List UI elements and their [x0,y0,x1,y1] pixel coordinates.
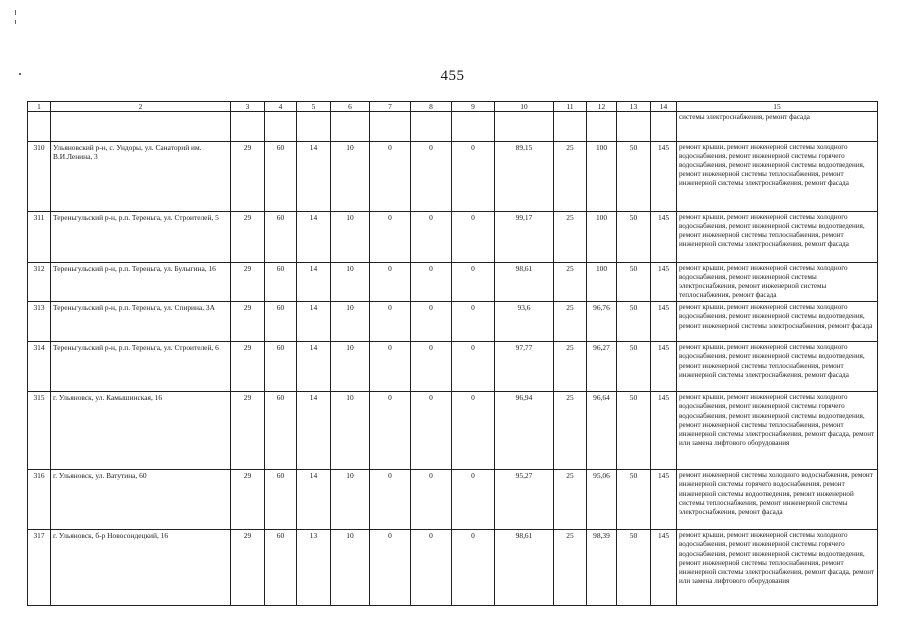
value-cell-c8: 0 [411,263,452,302]
value-cell-c3: 29 [231,263,265,302]
value-cell-c4: 60 [265,263,297,302]
value-cell-c3: 29 [231,212,265,263]
page-number: 455 [440,68,465,84]
value-cell-c5: 14 [297,470,331,530]
row-number-cell: 317 [28,530,51,606]
value-cell-c8: 0 [411,470,452,530]
repair-table [27,101,878,606]
value-cell-c10: 95,27 [495,470,554,530]
value-cell-c4: 60 [265,342,297,392]
works-cell: ремонт крыши, ремонт инженерной системы холодного водоснабжения, ремонт инженерной системы горячего водоснабжения, ремонт инженерной системы водоотведения, ремонт инженерной системы теплоснабжения, ремонт инженерной системы электроснабжения, ремонт фасада [677,142,878,212]
value-cell-c9: 0 [452,212,495,263]
value-cell-c14: 145 [651,302,677,342]
address-cell: Тереньгульский р-н, р.п. Тереньга, ул. Булыгина, 16 [51,263,231,302]
value-cell-c11: 25 [554,263,587,302]
value-cell-c8: 0 [411,302,452,342]
value-cell-c11: 25 [554,142,587,212]
header-cell: 3 [231,102,265,112]
value-cell-c5: 14 [297,342,331,392]
value-cell-c6: 10 [331,342,370,392]
value-cell-c11: 25 [554,302,587,342]
value-cell-c9: 0 [452,530,495,606]
value-cell-c6: 10 [331,142,370,212]
table-row [28,530,878,606]
value-cell-c6: 10 [331,212,370,263]
value-cell-c4: 60 [265,470,297,530]
value-cell-c5: 14 [297,212,331,263]
works-cell: ремонт крыши, ремонт инженерной системы холодного водоснабжения, ремонт инженерной системы водоотведения, ремонт инженерной системы электроснабжения, ремонт фасада [677,302,878,342]
header-cell: 9 [452,102,495,112]
value-cell-c4: 60 [265,302,297,342]
value-cell-c11: 25 [554,342,587,392]
value-cell-c14: 145 [651,530,677,606]
value-cell-c11: 25 [554,392,587,470]
value-cell-c12: 95,06 [587,470,617,530]
value-cell-c4: 60 [265,392,297,470]
header-cell: 4 [265,102,297,112]
scan-mark [15,20,16,24]
value-cell-c11: 25 [554,470,587,530]
value-cell-c8: 0 [411,530,452,606]
value-cell-c7: 0 [370,142,411,212]
header-cell: 2 [51,102,231,112]
table-row [28,470,878,530]
value-cell-c10: 99,17 [495,212,554,263]
value-cell-c7: 0 [370,302,411,342]
value-cell-c13: 50 [617,392,651,470]
continuation-row [28,112,878,142]
value-cell-c13: 50 [617,530,651,606]
row-number-cell: 312 [28,263,51,302]
works-cell: ремонт крыши, ремонт инженерной системы холодного водоснабжения, ремонт инженерной системы водоотведения, ремонт инженерной системы теплоснабжения, ремонт инженерной системы электроснабжения, ремонт фасада [677,342,878,392]
value-cell-c12: 96,64 [587,392,617,470]
value-cell-c7: 0 [370,530,411,606]
value-cell-c8: 0 [411,342,452,392]
row-number-cell: 311 [28,212,51,263]
works-cell: ремонт крыши, ремонт инженерной системы холодного водоснабжения, ремонт инженерной системы горячего водоснабжения, ремонт инженерной системы водоотведения, ремонт инженерной системы теплоснабжения, ремонт инженерной системы электроснабжения, ремонт фасада, ремонт или замена лифтового оборудования [677,530,878,606]
value-cell-c14: 145 [651,470,677,530]
header-row [28,102,878,112]
header-cell: 8 [411,102,452,112]
address-cell: г. Ульяновск, ул. Камышинская, 16 [51,392,231,470]
value-cell-c6: 10 [331,470,370,530]
header-cell: 7 [370,102,411,112]
value-cell-c13: 50 [617,142,651,212]
value-cell-c10: 89,15 [495,142,554,212]
table-row [28,142,878,212]
value-cell-c13: 50 [617,212,651,263]
value-cell-c7: 0 [370,342,411,392]
value-cell-c4: 60 [265,212,297,263]
header-cell: 1 [28,102,51,112]
value-cell-c7: 0 [370,470,411,530]
value-cell-c9: 0 [452,392,495,470]
value-cell-c9: 0 [452,470,495,530]
value-cell-c14: 145 [651,142,677,212]
works-cell: ремонт крыши, ремонт инженерной системы холодного водоснабжения, ремонт инженерной системы горячего водоснабжения, ремонт инженерной системы водоотведения, ремонт инженерной системы теплоснабжения, ремонт инженерной системы электроснабжения, ремонт фасада, ремонт или замена лифтового оборудования [677,392,878,470]
value-cell-c8: 0 [411,142,452,212]
header-cell: 6 [331,102,370,112]
address-cell: Тереньгульский р-н, р.п. Тереньга, ул. Строителей, 5 [51,212,231,263]
value-cell-c11: 25 [554,212,587,263]
value-cell-c12: 100 [587,142,617,212]
value-cell-c13: 50 [617,342,651,392]
value-cell-c13: 50 [617,302,651,342]
table-row [28,392,878,470]
value-cell-c6: 10 [331,302,370,342]
value-cell-c9: 0 [452,342,495,392]
value-cell-c13: 50 [617,263,651,302]
value-cell-c12: 96,76 [587,302,617,342]
value-cell-c14: 145 [651,212,677,263]
table-row [28,302,878,342]
row-number-cell: 314 [28,342,51,392]
value-cell-c3: 29 [231,342,265,392]
header-cell: 5 [297,102,331,112]
row-number-cell: 316 [28,470,51,530]
works-cell: ремонт крыши, ремонт инженерной системы холодного водоснабжения, ремонт инженерной системы электроснабжения, ремонт инженерной системы теплоснабжения, ремонт фасада [677,263,878,302]
value-cell-c9: 0 [452,142,495,212]
header-cell: 13 [617,102,651,112]
header-cell: 12 [587,102,617,112]
value-cell-c12: 100 [587,212,617,263]
value-cell-c12: 96,27 [587,342,617,392]
value-cell-c5: 14 [297,392,331,470]
table-row [28,212,878,263]
works-cell: ремонт инженерной системы холодного водоснабжения, ремонт инженерной системы горячего водоснабжения, ремонт инженерной системы водоотведения, ремонт инженерной системы теплоснабжения, ремонт инженерной системы электроснабжения, ремонт фасада [677,470,878,530]
value-cell-c13: 50 [617,470,651,530]
value-cell-c6: 10 [331,392,370,470]
value-cell-c12: 100 [587,263,617,302]
value-cell-c7: 0 [370,212,411,263]
continuation-cell: системы электроснабжения, ремонт фасада [677,112,878,142]
value-cell-c9: 0 [452,263,495,302]
value-cell-c6: 10 [331,263,370,302]
value-cell-c14: 145 [651,263,677,302]
value-cell-c6: 10 [331,530,370,606]
address-cell: Тереньгульский р-н, р.п. Тереньга, ул. Спирина, 3А [51,302,231,342]
value-cell-c9: 0 [452,302,495,342]
address-cell: г. Ульяновск, б-р Новосондецкий, 16 [51,530,231,606]
value-cell-c7: 0 [370,263,411,302]
works-cell: ремонт крыши, ремонт инженерной системы холодного водоснабжения, ремонт инженерной системы водоотведения, ремонт инженерной системы теплоснабжения, ремонт инженерной системы электроснабжения, ремонт фасада [677,212,878,263]
row-number-cell: 313 [28,302,51,342]
value-cell-c7: 0 [370,392,411,470]
value-cell-c4: 60 [265,530,297,606]
address-cell: Тереньгульский р-н, р.п. Тереньга, ул. Строителей, 6 [51,342,231,392]
header-cell: 14 [651,102,677,112]
value-cell-c11: 25 [554,530,587,606]
table-row [28,342,878,392]
value-cell-c12: 98,39 [587,530,617,606]
value-cell-c5: 13 [297,530,331,606]
address-cell: г. Ульяновск, ул. Ватутина, 60 [51,470,231,530]
header-cell: 10 [495,102,554,112]
value-cell-c3: 29 [231,142,265,212]
value-cell-c5: 14 [297,142,331,212]
value-cell-c5: 14 [297,302,331,342]
value-cell-c3: 29 [231,470,265,530]
header-cell: 11 [554,102,587,112]
value-cell-c10: 97,77 [495,342,554,392]
row-number-cell: 310 [28,142,51,212]
address-cell: Ульяновский р-н, с. Ундоры, ул. Санаторий им. В.И.Ленина, 3 [51,142,231,212]
value-cell-c3: 29 [231,392,265,470]
value-cell-c8: 0 [411,392,452,470]
header-cell: 15 [677,102,878,112]
scan-mark [15,10,16,15]
row-number-cell: 315 [28,392,51,470]
value-cell-c4: 60 [265,142,297,212]
table-row [28,263,878,302]
value-cell-c10: 93,6 [495,302,554,342]
value-cell-c14: 145 [651,342,677,392]
value-cell-c3: 29 [231,530,265,606]
value-cell-c5: 14 [297,263,331,302]
value-cell-c10: 98,61 [495,263,554,302]
value-cell-c10: 98,61 [495,530,554,606]
value-cell-c8: 0 [411,212,452,263]
value-cell-c14: 145 [651,392,677,470]
value-cell-c3: 29 [231,302,265,342]
value-cell-c10: 96,94 [495,392,554,470]
